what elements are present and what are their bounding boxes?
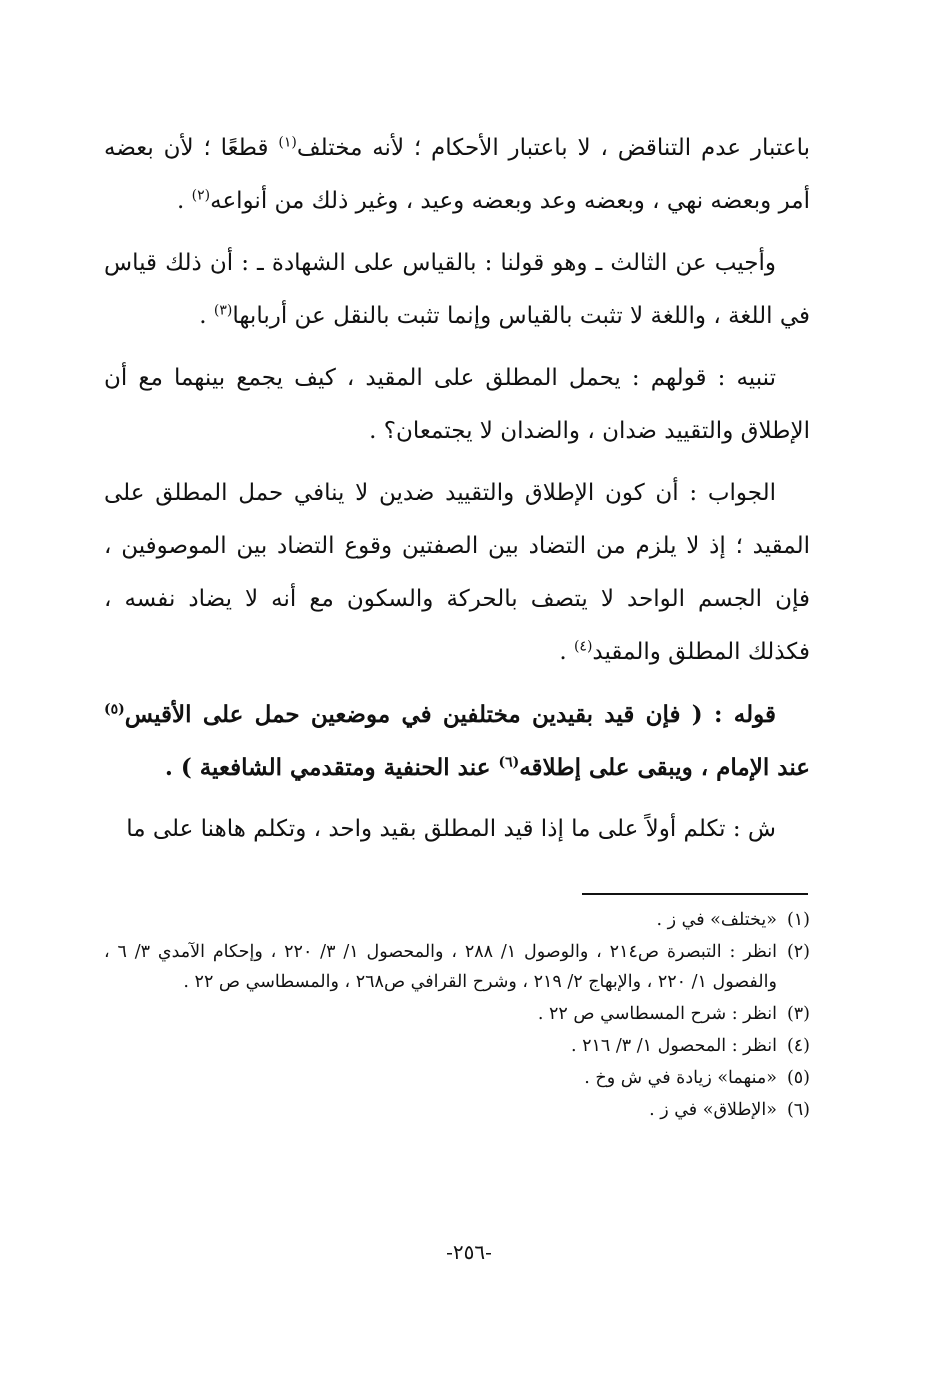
footnote-number: (٢) xyxy=(786,942,810,962)
text-run: قوله : ( فإن قيد بقيدين مختلفين في موضعين حمل على الأقيس xyxy=(124,701,776,728)
footnote-marker-6[interactable]: (٦) xyxy=(498,754,520,771)
footnote-text: انظر : المحصول ١/ ٣/ ٢١٦ . xyxy=(570,1036,777,1056)
footnote-marker-4[interactable]: (٤) xyxy=(573,638,593,655)
footnote-text: «يختلف» في ز . xyxy=(656,910,777,930)
footnote-number: (٦) xyxy=(786,1100,810,1120)
page-number: -٢٥٦- xyxy=(446,1240,492,1264)
footnote-marker-3[interactable]: (٣) xyxy=(213,302,233,319)
text-run: عند الحنفية ومتقدمي الشافعية ) . xyxy=(164,754,499,781)
paragraph-4 xyxy=(104,467,810,679)
footnote-text: انظر : التبصرة ص٢١٤ ، والوصول ١/ ٢٨٨ ، والمحصول ١/ ٣/ ٢٢٠ ، وإحكام الآمدي ٣/ ٦ ، والفصول ١/ ٢٢٠ ، والإبهاج ٢/ ٢١٩ ، وشرح القرافي ص٢٦٨ ، والمسطاسي ص ٢٢ . xyxy=(104,942,777,992)
footnote-5 xyxy=(104,1063,810,1093)
text-run: الجواب : أن كون الإطلاق والتقييد ضدين لا ينافي حمل المطلق على المقيد ؛ إذ لا يلزم من التضاد بين الصفتين وقوع التضاد بين الموصوفين ، فإن الجسم الواحد لا يتصف بالحركة والسكون مع أنه لا يضاد نفسه ، فكذلك المطلق والمقيد xyxy=(104,480,810,665)
text-run: تنبيه : قولهم : يحمل المطلق على المقيد ، كيف يجمع بينهما مع أن الإطلاق والتقييد ضدان ، والضدان لا يجتمعان؟ . xyxy=(104,365,810,444)
footnote-marker-1[interactable]: (١) xyxy=(278,134,297,151)
text-run: . xyxy=(559,639,574,665)
text-run: . xyxy=(177,188,192,214)
paragraph-2 xyxy=(104,237,810,343)
text-run: باعتبار عدم التناقض ، لا باعتبار الأحكام ؛ لأنه مختلف xyxy=(296,135,810,161)
footnote-6 xyxy=(104,1095,810,1125)
footnote-marker-5[interactable]: (٥) xyxy=(104,701,125,718)
text-run: عند الإمام ، ويبقى على إطلاقه xyxy=(519,754,810,781)
footnotes xyxy=(104,905,810,1127)
main-text xyxy=(104,122,810,865)
text-run: . xyxy=(199,303,214,329)
footnote-number: (٣) xyxy=(786,1004,810,1024)
paragraph-5-quotation xyxy=(104,688,810,794)
paragraph-6 xyxy=(104,803,810,856)
footnote-number: (١) xyxy=(786,910,810,930)
text-run: قطعًا ؛ لأن بعضه أمر وبعضه نهي ، وبعضه وعد وبعضه وعيد ، وغير ذلك من أنواعه xyxy=(104,135,810,214)
footnote-text: «الإطلاق» في ز . xyxy=(649,1100,777,1120)
paragraph-1 xyxy=(104,122,810,228)
footnote-3 xyxy=(104,999,810,1029)
footnote-number: (٤) xyxy=(786,1036,810,1056)
paragraph-3 xyxy=(104,352,810,458)
footnote-number: (٥) xyxy=(786,1068,810,1088)
footnote-marker-2[interactable]: (٢) xyxy=(191,187,211,204)
footnote-text: «منهما» زيادة في ش وخ . xyxy=(584,1068,777,1088)
footnote-text: انظر : شرح المسطاسي ص ٢٢ . xyxy=(537,1004,777,1024)
footnote-1 xyxy=(104,905,810,935)
text-run: ش : تكلم أولاً على ما إذا قيد المطلق بقيد واحد ، وتكلم هاهنا على ما xyxy=(126,816,776,842)
text-run: وأجيب عن الثالث ـ وهو قولنا : بالقياس على الشهادة ـ : أن ذلك قياس في اللغة ، واللغة لا تثبت بالقياس وإنما تثبت بالنقل عن أربابها xyxy=(104,250,810,329)
footnote-4 xyxy=(104,1031,810,1061)
footnote-2 xyxy=(104,937,810,997)
footnote-separator xyxy=(582,893,808,895)
